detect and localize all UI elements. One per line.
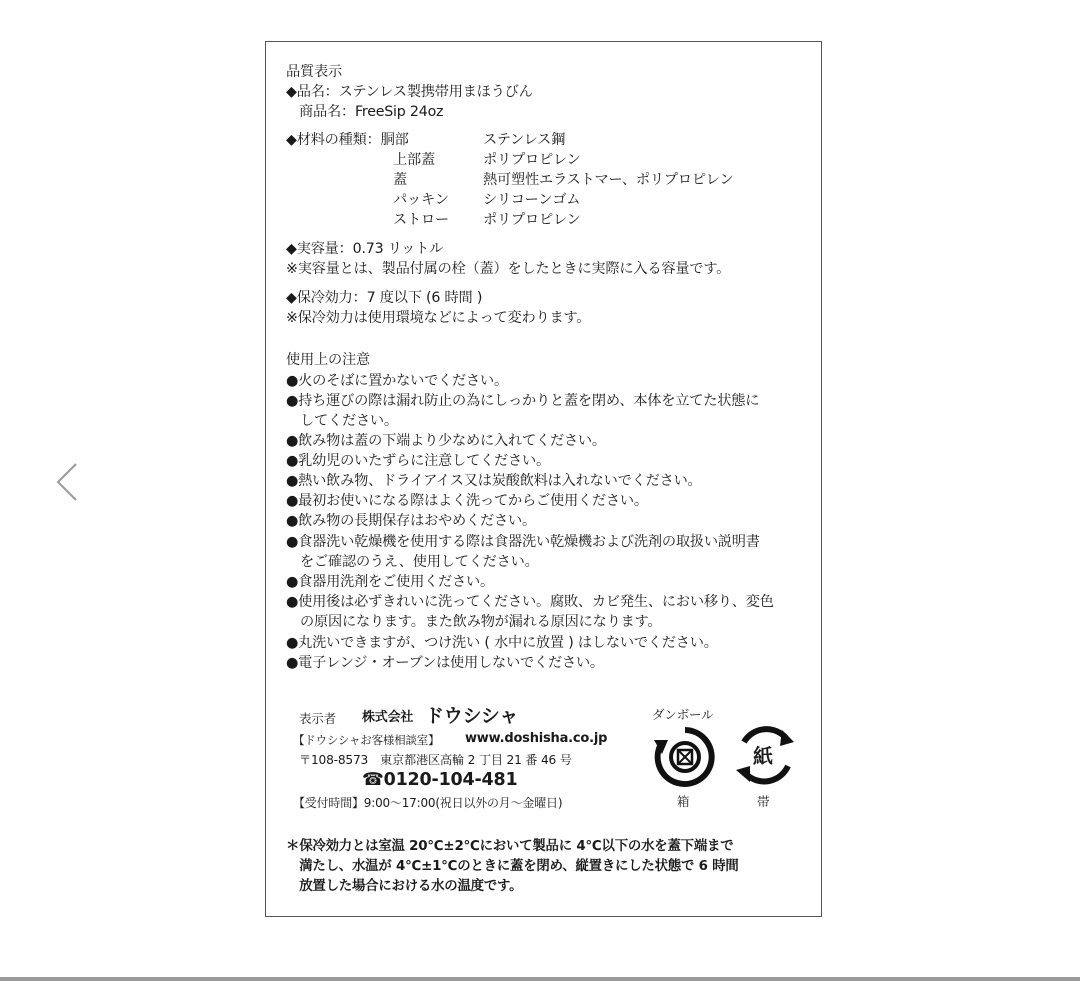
caution-line: ●飲み物の長期保存はおやめください。 xyxy=(286,513,536,529)
capacity-note: ※実容量とは、製品付属の栓（蓋）をしたときに実際に入る容量です。 xyxy=(286,261,731,277)
capacity: ◆実容量：0.73 リットル xyxy=(286,241,444,257)
material-part: 蓋 xyxy=(393,172,407,188)
cold-retention: ◆保冷効力：7 度以下 (6 時間 ) xyxy=(286,290,483,306)
company-label: 表示者 xyxy=(299,711,336,726)
band-caption: 帯 xyxy=(757,794,770,809)
address: 〒108-8573 東京都港区高輪 2 丁目 21 番 46 号 xyxy=(299,753,572,767)
caution-line: の原因になります。また飲み物が漏れる原因になります。 xyxy=(286,614,662,630)
material-value: 熱可塑性エラストマー、ポリプロピレン xyxy=(483,172,734,188)
company-name: ドウシシャ xyxy=(425,705,519,727)
material-value: ポリプロピレン xyxy=(483,152,581,168)
website: www.doshisha.co.jp xyxy=(465,731,608,746)
cold-retention-note: ※保冷効力は使用環境などによって変わります。 xyxy=(286,310,591,326)
chevron-left-icon xyxy=(52,462,84,502)
caution-line: ●飲み物は蓋の下端より少なめに入れてください。 xyxy=(286,433,606,449)
material-part: ストロー xyxy=(393,212,449,228)
material-part: 上部蓋 xyxy=(393,152,435,168)
reception-hours: 【受付時間】9:00～17:00(祝日以外の月～金曜日) xyxy=(293,796,563,810)
footnote-line: 満たし、水温が 4℃±1℃のときに蓋を閉め、縦置きにした状態で 6 時間 xyxy=(286,859,739,874)
caution-line: ●火のそばに置かないでください。 xyxy=(286,373,508,389)
trade-name: 商品名：FreeSip 24oz xyxy=(299,104,444,120)
caution-line: ●熱い飲み物、ドライアイス又は炭酸飲料は入れないでください。 xyxy=(286,473,702,489)
caution-line: ●丸洗いできますが、つけ洗い ( 水中に放置 ) はしないでください。 xyxy=(286,635,718,651)
product-name: ◆品名：ステンレス製携帯用まほうびん xyxy=(286,84,533,100)
company-prefix: 株式会社 xyxy=(362,710,414,725)
caution-line: ●最初お使いになる際はよく洗ってからご使用ください。 xyxy=(286,493,648,509)
cardboard-label: ダンボール xyxy=(652,707,714,722)
footnote-line: ＊保冷効力とは室温 20℃±2℃において製品に 4℃以下の水を蓋下端まで xyxy=(286,839,734,854)
paper-mark: 紙 xyxy=(753,744,773,768)
label-heading: 品質表示 xyxy=(286,64,342,80)
caution-line: ●乳幼児のいたずらに注意してください。 xyxy=(286,453,550,469)
phone-number: ☎0120-104-481 xyxy=(362,770,518,790)
quality-label-image xyxy=(265,41,822,917)
cardboard-recycle-icon xyxy=(650,726,720,788)
caution-line: をご確認のうえ、使用してください。 xyxy=(286,554,539,570)
caution-line: ●食器用洗剤をご使用ください。 xyxy=(286,574,495,590)
materials-title: ◆材料の種類：胴部 xyxy=(286,132,409,148)
material-body: ステンレス鋼 xyxy=(483,132,566,148)
caution-line: ●電子レンジ・オーブンは使用しないでください。 xyxy=(286,655,604,671)
caution-line: ●持ち運びの際は漏れ防止の為にしっかりと蓋を閉め、本体を立てた状態に xyxy=(286,393,760,409)
caution-line: ●使用後は必ずきれいに洗ってください。腐敗、カビ発生、におい移り、変色 xyxy=(286,594,774,610)
bottom-divider xyxy=(0,977,1080,981)
cautions-title: 使用上の注意 xyxy=(286,352,370,368)
material-value: ポリプロピレン xyxy=(483,212,581,228)
material-part: パッキン xyxy=(393,192,449,208)
footnote-line: 放置した場合における水の温度です。 xyxy=(286,879,523,894)
help-desk-label: 【ドウシシャお客様相談室】 xyxy=(293,733,440,747)
caution-line: ●食器洗い乾燥機を使用する際は食器洗い乾燥機および洗剤の取扱い説明書 xyxy=(286,534,760,550)
material-value: シリコーンゴム xyxy=(483,192,581,208)
previous-image-button[interactable] xyxy=(52,462,84,502)
box-caption: 箱 xyxy=(677,794,690,809)
caution-line: してください。 xyxy=(286,413,398,429)
